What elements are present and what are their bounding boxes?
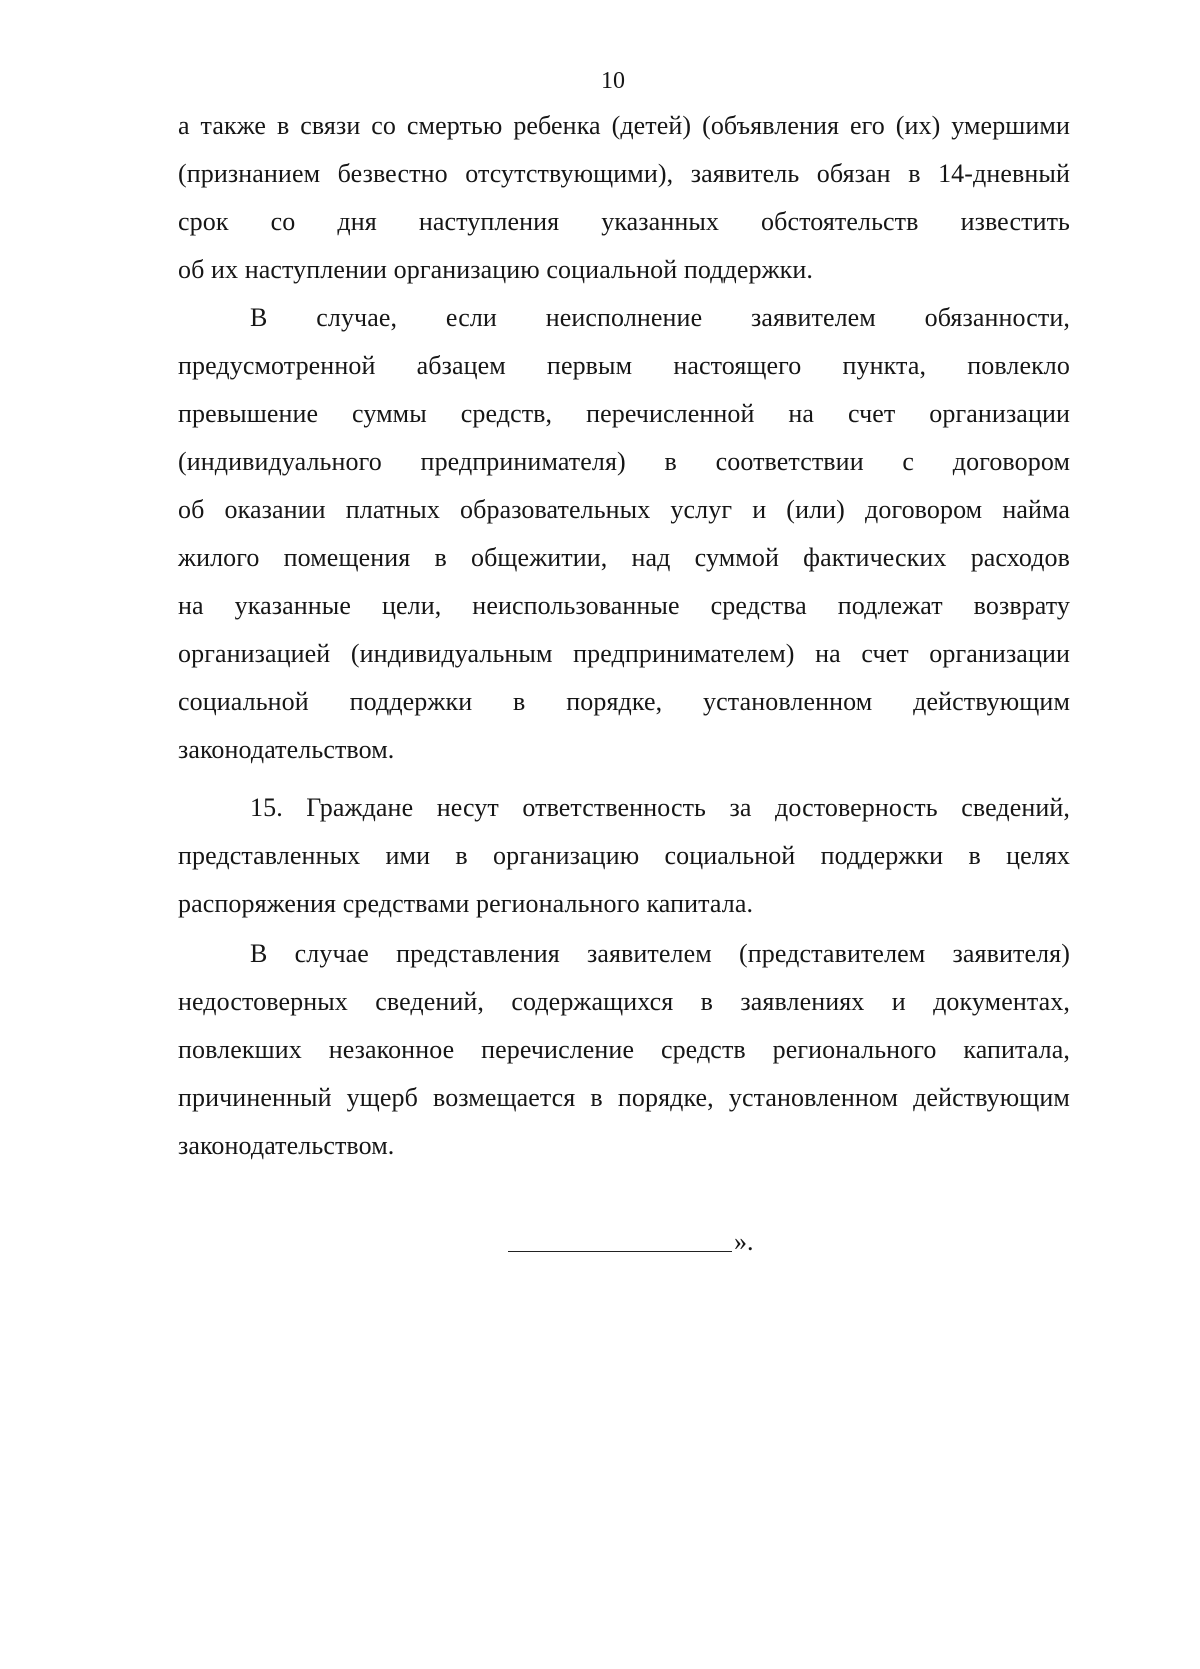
text-line: а также в связи со смертью ребенка (детей) (объявления его (их) умершими: [178, 111, 1070, 140]
text-line: (индивидуального предпринимателя) в соответствии с договором: [178, 447, 1070, 476]
text-line: недостоверных сведений, содержащихся в заявлениях и документах,: [178, 987, 1070, 1016]
text-line: на указанные цели, неиспользованные средства подлежат возврату: [178, 591, 1070, 620]
text-line: представленных ими в организацию социальной поддержки в целях: [178, 841, 1070, 870]
text-line: (признанием безвестно отсутствующими), заявитель обязан в 14-дневный: [178, 159, 1070, 188]
text-line: В случае, если неисполнение заявителем обязанности,: [250, 303, 1070, 332]
text-line: жилого помещения в общежитии, над суммой фактических расходов: [178, 543, 1070, 572]
text-line: об их наступлении организацию социальной поддержки.: [178, 255, 813, 284]
closing-quote: ».: [734, 1227, 754, 1256]
text-line: 15. Граждане несут ответственность за достоверность сведений,: [250, 793, 1070, 822]
closing-mark: [508, 1226, 754, 1258]
text-line: распоряжения средствами регионального капитала.: [178, 889, 754, 918]
text-line: предусмотренной абзацем первым настоящего пункта, повлекло: [178, 351, 1070, 380]
text-line: превышение суммы средств, перечисленной на счет организации: [178, 399, 1070, 428]
page-number: 10: [601, 68, 625, 94]
text-line: об оказании платных образовательных услуг и (или) договором найма: [178, 495, 1070, 524]
text-line: срок со дня наступления указанных обстоятельств известить: [178, 207, 1070, 236]
text-line: В случае представления заявителем (представителем заявителя): [250, 939, 1070, 968]
text-line: повлекших незаконное перечисление средств регионального капитала,: [178, 1035, 1070, 1064]
text-line: организацией (индивидуальным предпринимателем) на счет организации: [178, 639, 1070, 668]
closing-underline: [508, 1251, 732, 1252]
text-line: законодательством.: [178, 735, 395, 764]
text-line: причиненный ущерб возмещается в порядке, установленном действующим: [178, 1083, 1070, 1112]
text-line: законодательством.: [178, 1131, 395, 1160]
text-line: социальной поддержки в порядке, установленном действующим: [178, 687, 1070, 716]
